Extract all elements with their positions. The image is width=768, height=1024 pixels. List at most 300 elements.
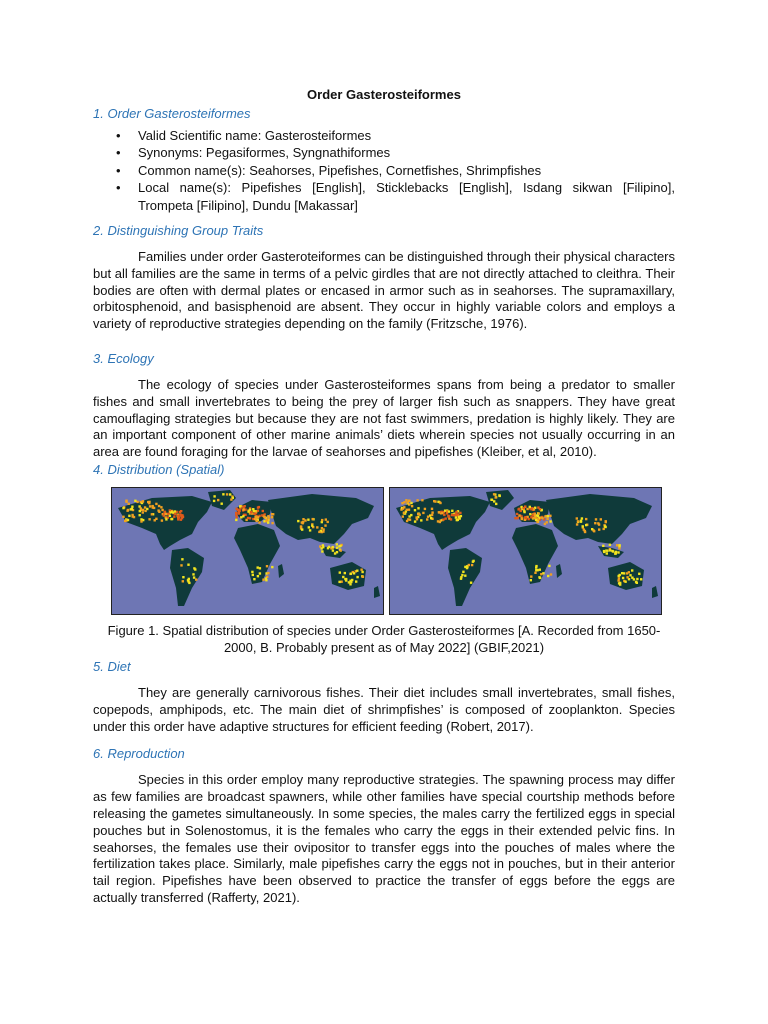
occurrence-dot [181,558,183,560]
occurrence-dot [471,564,473,566]
occurrence-dot [244,505,246,507]
occurrence-dot [633,578,635,580]
occurrence-dot [165,518,167,520]
occurrence-dot [250,511,252,513]
occurrence-dot [549,515,551,517]
occurrence-dot [458,516,460,518]
occurrence-dot [338,581,340,583]
occurrence-dot [534,513,536,515]
occurrence-dot [127,519,129,521]
occurrence-dot [534,572,536,574]
occurrence-dot [236,508,238,510]
occurrence-dot [302,518,304,520]
occurrence-dot [604,526,606,528]
occurrence-dot [179,513,181,515]
occurrence-dot [263,516,265,518]
occurrence-dot [271,566,273,568]
occurrence-dot [131,506,133,508]
taxonomy-list [93,127,675,214]
occurrence-dot [622,577,624,579]
occurrence-dot [170,518,172,520]
world-map-a [112,488,383,614]
occurrence-dot [536,569,538,571]
distribution-map-a [111,487,384,615]
occurrence-dot [438,511,440,513]
occurrence-dot [266,565,268,567]
occurrence-dot [470,582,472,584]
occurrence-dot [267,515,269,517]
occurrence-dot [600,518,602,520]
list-item: • Local name(s): Pipefishes [English], Sticklebacks [English], Isdang sikwan [Filipino], Trompeta [Filipino], Dundu [Makassar] [138,179,675,214]
occurrence-dot [321,519,323,521]
occurrence-dot [131,508,133,510]
occurrence-dot [236,516,238,518]
occurrence-dot [229,493,231,495]
occurrence-dot [422,512,424,514]
occurrence-dot [493,493,495,495]
occurrence-dot [448,510,450,512]
occurrence-dot [451,514,453,516]
occurrence-dot [546,518,548,520]
occurrence-dot [142,511,144,513]
occurrence-dot [616,544,618,546]
occurrence-dot [427,516,429,518]
occurrence-dot [539,508,541,510]
occurrence-dot [301,521,303,523]
occurrence-dot [174,513,176,515]
occurrence-dot [538,576,540,578]
occurrence-dot [259,572,261,574]
occurrence-dot [257,510,259,512]
occurrence-dot [322,530,324,532]
occurrence-dot [421,499,423,501]
occurrence-dot [409,519,411,521]
paragraph-ecology: The ecology of species under Gasterosteiformes spans from being a predator to smaller fishes and small invertebrates to being the prey of larger fish such as snappers. They have great camouflaging strategies but because they are not fast swimmers, predation is highly likely. They are an important component of other marine animals’ diets wherein species not usually occurring in an area are found foraging for the larvae of seahorses and pipefishes (Kleiber, et al, 2010). [93,377,675,460]
occurrence-dot [618,577,620,579]
occurrence-dot [147,501,149,503]
occurrence-dot [416,516,418,518]
occurrence-dot [491,499,493,501]
occurrence-dot [526,508,528,510]
occurrence-dot [585,524,587,526]
occurrence-dot [177,514,179,516]
occurrence-dot [259,567,261,569]
occurrence-dot [160,506,162,508]
occurrence-dot [161,509,163,511]
occurrence-dot [529,513,531,515]
occurrence-dot [240,516,242,518]
occurrence-dot [466,567,468,569]
occurrence-dot [188,578,190,580]
occurrence-dot [612,550,614,552]
occurrence-dot [271,522,273,524]
occurrence-dot [271,513,273,515]
occurrence-dot [350,573,352,575]
occurrence-dot [410,514,412,516]
occurrence-dot [238,512,240,514]
occurrence-dot [593,530,595,532]
occurrence-dot [541,517,543,519]
occurrence-dot [416,499,418,501]
occurrence-dot [334,552,336,554]
occurrence-dot [252,574,254,576]
occurrence-dot [455,511,457,513]
occurrence-dot [549,520,551,522]
occurrence-dot [353,572,355,574]
occurrence-dot [462,571,464,573]
occurrence-dot [547,515,549,517]
occurrence-dot [128,503,130,505]
occurrence-dot [177,518,179,520]
occurrence-dot [360,569,362,571]
occurrence-dot [142,500,144,502]
occurrence-dot [154,519,156,521]
occurrence-dot [168,513,170,515]
figure-caption: Figure 1. Spatial distribution of species under Order Gasterosteiformes [A. Recorded from 1650-2000, B. Probably present as of May 2022] (GBIF,2021) [107,623,661,655]
occurrence-dot [493,500,495,502]
occurrence-dot [230,498,232,500]
occurrence-dot [180,510,182,512]
occurrence-dot [576,523,578,525]
occurrence-dot [253,578,255,580]
occurrence-dot [316,526,318,528]
occurrence-dot [307,519,309,521]
occurrence-dot [426,518,428,520]
occurrence-dot [580,521,582,523]
occurrence-dot [598,528,600,530]
occurrence-dot [148,518,150,520]
occurrence-dot [617,579,619,581]
occurrence-dot [271,516,273,518]
occurrence-dot [256,520,258,522]
occurrence-dot [603,550,605,552]
occurrence-dot [539,569,541,571]
occurrence-dot [609,549,611,551]
occurrence-dot [217,499,219,501]
world-map-b [390,488,661,614]
occurrence-dot [581,517,583,519]
occurrence-dot [636,582,638,584]
occurrence-dot [434,500,436,502]
occurrence-dot [623,572,625,574]
occurrence-dot [594,522,596,524]
occurrence-dot [537,515,539,517]
occurrence-dot [439,521,441,523]
occurrence-dot [169,515,171,517]
occurrence-dot [638,573,640,575]
occurrence-dot [522,507,524,509]
list-item: • Valid Scientific name: Gasterosteiformes [138,127,675,144]
occurrence-dot [459,512,461,514]
occurrence-dot [187,564,189,566]
paragraph-reproduction: Species in this order employ many reproductive strategies. The spawning process may differ as few families are broadcast spawners, while other families have special courtship methods before releasing the gametes simultaneously. In some species, the males carry the fertilized eggs in special pouches but in Solenostomus, it is the females who carry the eggs in their extended pelvic fins. In seahorses, the females use their ovipositor to transfer eggs into the pouches of males where the fertilization takes place. Similarly, male pipefishes carry the eggs not in pouches, but in their anterior tail region. Pipefishes have been observed to practice the transfer of eggs before the eggs are actually transferred (Rafferty, 2021). [93,772,675,905]
occurrence-dot [339,571,341,573]
occurrence-dot [441,512,443,514]
occurrence-dot [414,520,416,522]
occurrence-dot [402,515,404,517]
occurrence-dot [151,513,153,515]
occurrence-dot [140,507,142,509]
occurrence-dot [414,509,416,511]
occurrence-dot [468,564,470,566]
occurrence-dot [322,528,324,530]
occurrence-dot [530,516,532,518]
occurrence-dot [242,515,244,517]
occurrence-dot [636,578,638,580]
occurrence-dot [447,515,449,517]
paragraph-traits: Families under order Gasteroteiformes can be distinguished through their physical characters but all families are the same in terms of a pelvic girdles that are not directly attached to cleithra. Their bodies are often with dermal plates or encased in armor such as in seahorses. The supramaxillary, orbitosphenoid, and basisphenoid are absent. They occur in highly variable colors and employs a variety of reproductive strategies depending on the family (Fritzsche, 1976). [93,249,675,332]
occurrence-dot [585,518,587,520]
occurrence-dot [529,506,531,508]
occurrence-dot [355,580,357,582]
distribution-map-b [389,487,662,615]
occurrence-dot [455,513,457,515]
occurrence-dot [606,552,608,554]
occurrence-dot [318,531,320,533]
occurrence-dot [410,502,412,504]
occurrence-dot [439,502,441,504]
occurrence-dot [542,572,544,574]
occurrence-dot [495,496,497,498]
occurrence-dot [528,518,530,520]
occurrence-dot [617,551,619,553]
occurrence-dot [158,505,160,507]
occurrence-dot [538,512,540,514]
occurrence-dot [144,506,146,508]
occurrence-dot [297,520,299,522]
occurrence-dot [165,513,167,515]
occurrence-dot [146,508,148,510]
occurrence-dot [535,519,537,521]
occurrence-dot [605,520,607,522]
list-item: • Synonyms: Pegasiformes, Syngnathiformes [138,144,675,161]
occurrence-dot [402,507,404,509]
occurrence-dot [262,579,264,581]
occurrence-dot [187,580,189,582]
section-heading-diet: 5. Diet [93,659,131,674]
occurrence-dot [595,518,597,520]
occurrence-dot [174,510,176,512]
list-item: • Common name(s): Seahorses, Pipefishes, Cornetfishes, Shrimpfishes [138,162,675,179]
occurrence-dot [126,510,128,512]
occurrence-dot [406,520,408,522]
occurrence-dot [417,507,419,509]
occurrence-dot [420,519,422,521]
occurrence-dot [195,578,197,580]
occurrence-dot [550,573,552,575]
occurrence-dot [640,578,642,580]
occurrence-dot [332,549,334,551]
occurrence-dot [442,518,444,520]
occurrence-dot [321,550,323,552]
occurrence-dot [152,506,154,508]
occurrence-dot [362,576,364,578]
occurrence-dot [403,512,405,514]
occurrence-dot [226,493,228,495]
occurrence-dot [182,576,184,578]
occurrence-dot [530,508,532,510]
occurrence-dot [606,550,608,552]
occurrence-dot [456,519,458,521]
occurrence-dot [450,518,452,520]
distribution-figure [111,487,662,617]
occurrence-dot [626,576,628,578]
occurrence-dot [213,500,215,502]
occurrence-dot [180,564,182,566]
occurrence-dot [340,549,342,551]
occurrence-dot [125,501,127,503]
section-heading-distribution: 4. Distribution (Spatial) [93,462,225,477]
occurrence-dot [518,508,520,510]
occurrence-dot [516,513,518,515]
occurrence-dot [356,570,358,572]
occurrence-dot [173,516,175,518]
occurrence-dot [161,519,163,521]
occurrence-dot [406,509,408,511]
occurrence-dot [332,546,334,548]
occurrence-dot [251,571,253,573]
occurrence-dot [548,565,550,567]
occurrence-dot [193,576,195,578]
occurrence-dot [361,571,363,573]
occurrence-dot [455,516,457,518]
occurrence-dot [430,517,432,519]
occurrence-dot [155,503,157,505]
occurrence-dot [619,574,621,576]
occurrence-dot [336,547,338,549]
occurrence-dot [451,510,453,512]
section-heading-traits: 2. Distinguishing Group Traits [93,223,264,239]
occurrence-dot [139,514,141,516]
occurrence-dot [495,503,497,505]
occurrence-dot [336,543,338,545]
occurrence-dot [327,547,329,549]
occurrence-dot [498,494,500,496]
document-page [93,86,675,907]
occurrence-dot [628,571,630,573]
occurrence-dot [618,545,620,547]
occurrence-dot [235,514,237,516]
occurrence-dot [411,505,413,507]
section-heading-order: 1. Order Gasterosteiformes [93,106,251,121]
occurrence-dot [311,525,313,527]
occurrence-dot [609,544,611,546]
occurrence-dot [235,519,237,521]
occurrence-dot [631,569,633,571]
occurrence-dot [136,501,138,503]
occurrence-dot [325,518,327,520]
occurrence-dot [253,510,255,512]
occurrence-dot [339,545,341,547]
page-title: Order Gasterosteiformes [307,87,461,102]
occurrence-dot [546,521,548,523]
occurrence-dot [258,521,260,523]
occurrence-dot [406,501,408,503]
occurrence-dot [431,514,433,516]
occurrence-dot [122,516,124,518]
occurrence-dot [242,508,244,510]
section-heading-reproduction: 6. Reproduction [93,746,185,762]
occurrence-dot [401,502,403,504]
occurrence-dot [312,518,314,520]
occurrence-dot [261,514,263,516]
occurrence-dot [582,525,584,527]
occurrence-dot [431,511,433,513]
occurrence-dot [431,508,433,510]
occurrence-dot [158,511,160,513]
occurrence-dot [547,575,549,577]
occurrence-dot [267,572,269,574]
occurrence-dot [461,574,463,576]
occurrence-dot [408,509,410,511]
occurrence-dot [472,560,474,562]
occurrence-dot [525,517,527,519]
occurrence-dot [182,580,184,582]
occurrence-dot [255,516,257,518]
occurrence-dot [149,505,151,507]
occurrence-dot [324,524,326,526]
occurrence-dot [444,510,446,512]
occurrence-dot [267,521,269,523]
occurrence-dot [344,578,346,580]
occurrence-dot [349,583,351,585]
occurrence-dot [193,567,195,569]
occurrence-dot [602,545,604,547]
occurrence-dot [576,517,578,519]
occurrence-dot [247,517,249,519]
occurrence-dot [308,526,310,528]
occurrence-dot [139,510,141,512]
occurrence-dot [618,547,620,549]
occurrence-dot [464,575,466,577]
occurrence-dot [344,572,346,574]
occurrence-dot [213,495,215,497]
occurrence-dot [257,566,259,568]
section-heading-ecology: 3. Ecology [93,351,154,367]
occurrence-dot [262,510,264,512]
paragraph-diet: They are generally carnivorous fishes. Their diet includes small invertebrates, small fishes, copepods, amphipods, etc. The main diet of shrimpfishes’ is composed of zooplankton. Species under this order have adaptive structures for efficient feeding (Robert, 2017). [93,685,675,734]
occurrence-dot [349,580,351,582]
occurrence-dot [535,566,537,568]
occurrence-dot [265,577,267,579]
occurrence-dot [624,581,626,583]
occurrence-dot [221,503,223,505]
occurrence-dot [356,576,358,578]
occurrence-dot [327,521,329,523]
occurrence-dot [301,528,303,530]
occurrence-dot [530,575,532,577]
occurrence-dot [629,574,631,576]
occurrence-dot [583,528,585,530]
occurrence-dot [619,582,621,584]
occurrence-dot [222,493,224,495]
occurrence-dot [516,517,518,519]
occurrence-dot [266,519,268,521]
occurrence-dot [342,576,344,578]
occurrence-dot [521,518,523,520]
occurrence-dot [530,579,532,581]
occurrence-dot [122,507,124,509]
occurrence-dot [445,517,447,519]
occurrence-dot [257,575,259,577]
occurrence-dot [133,516,135,518]
occurrence-dot [518,514,520,516]
occurrence-dot [134,500,136,502]
occurrence-dot [309,529,311,531]
occurrence-dot [257,516,259,518]
occurrence-dot [140,520,142,522]
occurrence-dot [258,506,260,508]
